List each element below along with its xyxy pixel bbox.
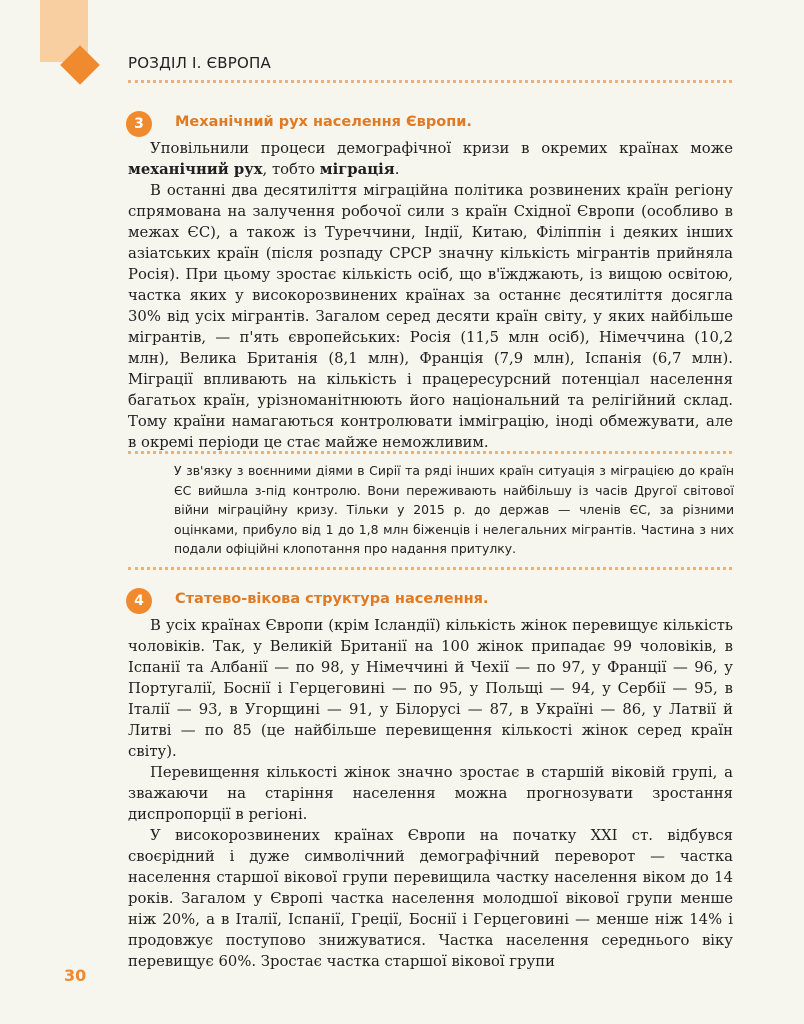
paragraph-sex-ratio: В усіх країнах Європи (крім Ісландії) кількість жінок перевищує кількість чоловіків. Так, у Великій Британії на 100 жінок припадає 99 чоловіків, в Іспанії та Албанії — по 98, у Німеччині й Чехії — по 97, у Франції — 96, у Португалії, Боснії і Герцеговині — по 95, у Польщі — 94, у Сербії — 95, в Італії — 93, в Угорщині — 91, у Білорусі — 87, в Україні — 86, у Латвії й Литві — по 85 (це найбільше перевищення кількості жінок серед країн світу). xyxy=(128,617,733,760)
section-heading xyxy=(128,114,733,136)
section-title: Статево-вікова структура населення. xyxy=(175,591,489,607)
section-heading xyxy=(128,591,733,613)
migration-note: У зв'язку з воєнними діями в Сирії та ряді інших країн ситуація з міграцією до країн ЄС вийшла з-під контролю. Вони переживають найбільшу із часів Другої світової війни міграційну кризу. Тільки у 2015 р. до держав — членів ЄС, за різними оцінками, прибуло від 1 до 1,8 млн біженців і нелегальних мігрантів. Частина з них подали офіційні клопотання про надання притулку. xyxy=(174,463,734,556)
running-header: РОЗДІЛ І. ЄВРОПА xyxy=(128,54,271,72)
term-mechanical-movement: механічний рух xyxy=(128,161,263,178)
section-number-badge: 4 xyxy=(126,588,152,614)
note-divider-bottom xyxy=(128,567,732,570)
note-divider-top xyxy=(128,451,732,454)
paragraph-demographic-shift: У високорозвинених країнах Європи на початку XXI ст. відбувся своєрідний і дуже символічний демографічний переворот — частка населення старшої вікової групи перевищила частку населення віком до 14 років. Загалом у Європі частка населення молодшої вікової групи менше ніж 20%, а в Італії, Іспанії, Греції, Боснії і Герцеговині — менше ніж 14% і продовжує поступово знижуватися. Частка населення середнього віку перевищує 60%. Зростає частка старшої вікової групи xyxy=(128,827,733,970)
section-migration xyxy=(128,114,733,453)
paragraph-migration-policy: В останні два десятиліття міграційна політика розвинених країн регіону спрямована на залучення робочої сили з країн Східної Європи (особливо в межах ЄС), а також із Туреччини, Індії, Китаю, Філіппін і деяких інших азіатських країн (після розпаду СРСР значну кількість мігрантів прийняла Росія). При цьому зростає кількість осіб, що в'їжджають, із вищою освітою, частка яких у високорозвинених країнах за останнє десятиліття досягла 30% від усіх мігрантів. Загалом серед десяти країн світу, у яких найбільше мігрантів, — п'ять європейських: Росія (11,5 млн осіб), Німеччина (10,2 млн), Велика Британія (8,1 млн), Франція (7,9 млн), Іспанія (6,7 млн). Міграції впливають на кількість і працересурсний потенціал населення багатьох країн, урізноманітнюють його національний та релігійний склад. Тому країни намагаються контролювати імміграцію, іноді обмежувати, але в окремі періоди це стає майже неможливим. xyxy=(128,182,733,451)
section-sex-age xyxy=(128,591,733,972)
header-divider xyxy=(128,80,732,83)
paragraph-intro: Уповільнили процеси демографічної кризи в окремих країнах може механічний рух, тобто міграція. xyxy=(128,140,733,178)
section-title: Механічний рух населення Європи. xyxy=(175,114,472,130)
page-number: 30 xyxy=(64,966,87,985)
section-number-badge: 3 xyxy=(126,111,152,137)
term-migration: міграція xyxy=(319,161,395,178)
paragraph-older-group: Перевищення кількості жінок значно зростає в старшій віковій групі, а зважаючи на старіння населення можна прогнозувати зростання диспропорції в регіоні. xyxy=(128,764,733,823)
